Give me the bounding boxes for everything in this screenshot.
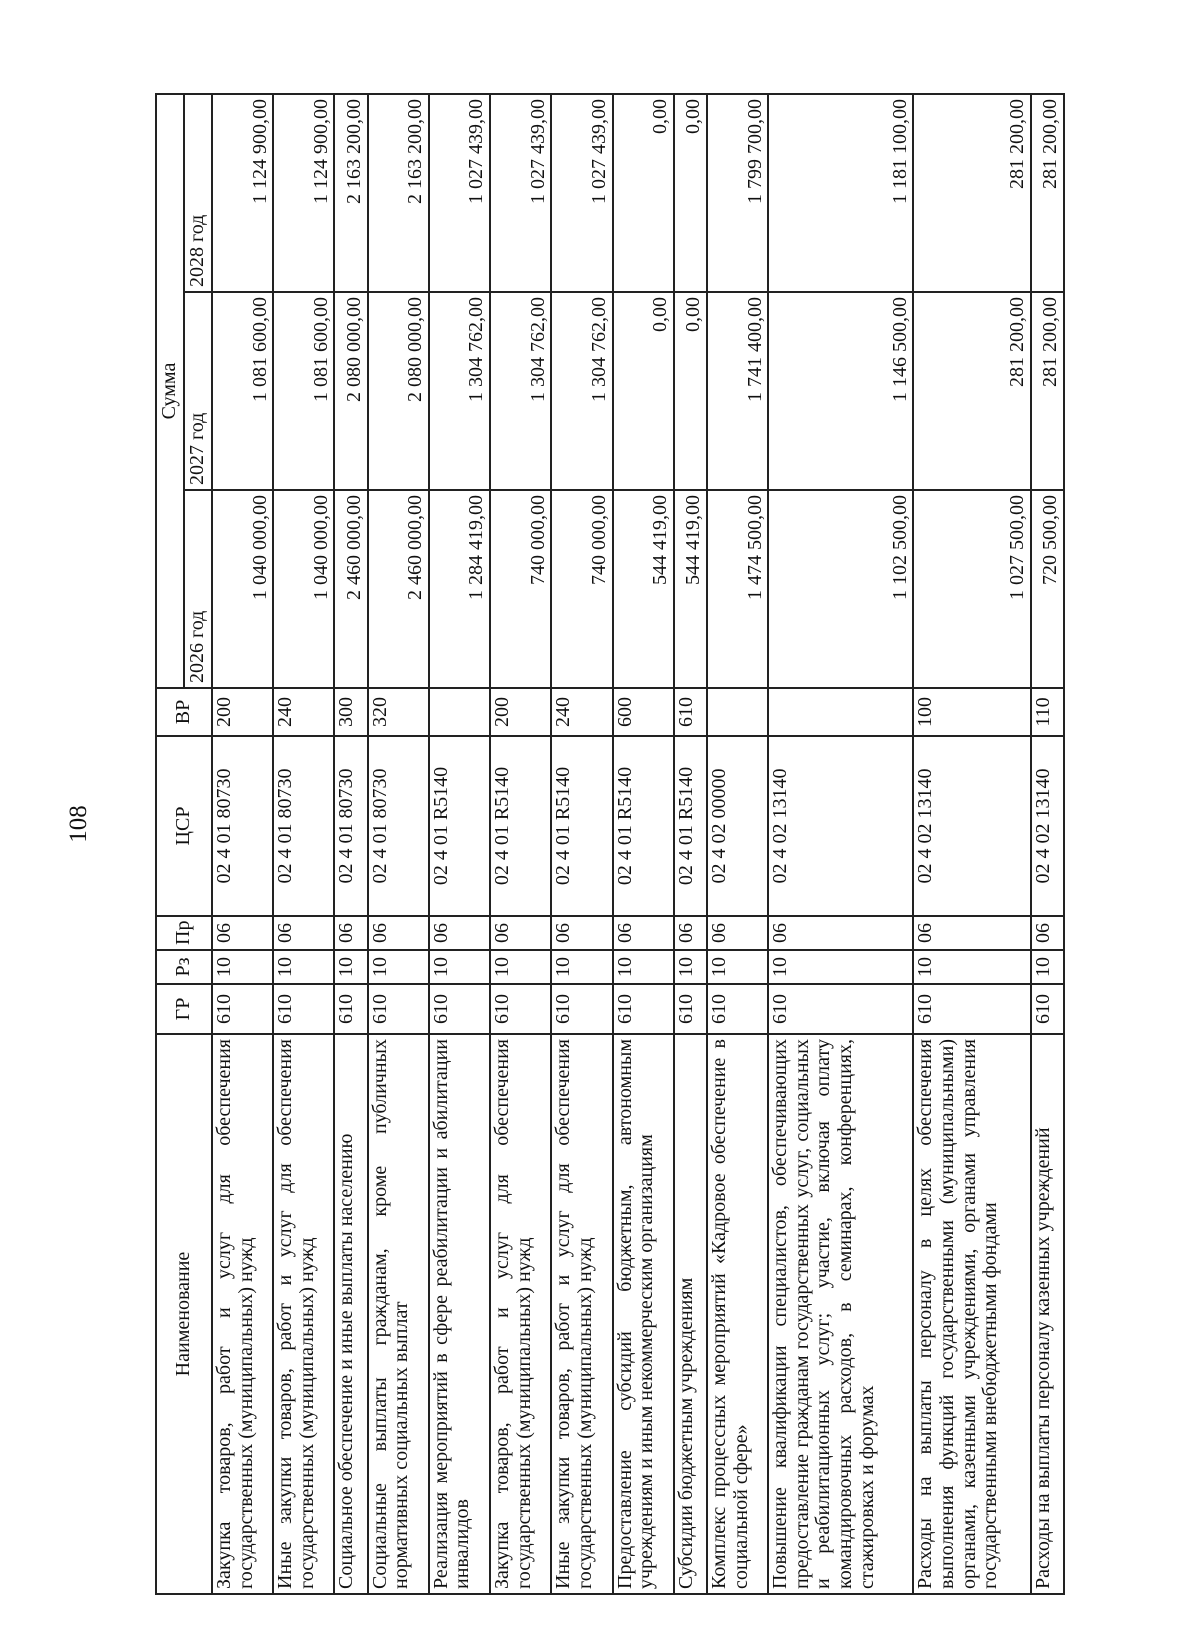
header-rz: Рз xyxy=(156,950,212,984)
header-2028: 2028 год xyxy=(184,94,212,292)
cell-rz: 10 xyxy=(707,950,768,984)
cell-csr: 02 4 01 80730 xyxy=(334,736,367,916)
cell-csr: 02 4 02 13140 xyxy=(913,736,1030,916)
table-row xyxy=(674,94,707,1594)
cell-2028: 0,00 xyxy=(674,94,707,292)
cell-name: Субсидии бюджетным учреждениям xyxy=(674,1034,707,1594)
cell-2027: 1 146 500,00 xyxy=(768,292,913,490)
table-row xyxy=(913,94,1030,1594)
cell-vr: 100 xyxy=(913,688,1030,736)
cell-2026: 1 102 500,00 xyxy=(768,490,913,688)
cell-vr: 240 xyxy=(273,688,334,736)
cell-2028: 281 200,00 xyxy=(913,94,1030,292)
header-gr: ГР xyxy=(156,984,212,1034)
cell-csr: 02 4 01 R5140 xyxy=(674,736,707,916)
cell-csr: 02 4 02 13140 xyxy=(1031,736,1064,916)
cell-2028: 1 124 900,00 xyxy=(212,94,273,292)
cell-gr: 610 xyxy=(551,984,612,1034)
cell-name: Расходы на выплаты персоналу казенных учреждений xyxy=(1031,1034,1064,1594)
cell-vr: 200 xyxy=(490,688,551,736)
cell-gr: 610 xyxy=(429,984,490,1034)
cell-pr: 06 xyxy=(913,916,1030,950)
cell-2026: 740 000,00 xyxy=(490,490,551,688)
cell-2028: 1 181 100,00 xyxy=(768,94,913,292)
cell-gr: 610 xyxy=(768,984,913,1034)
cell-2026: 720 500,00 xyxy=(1031,490,1064,688)
cell-2026: 544 419,00 xyxy=(674,490,707,688)
cell-name: Закупка товаров, работ и услуг для обеспечения государственных (муниципальных) нужд xyxy=(212,1034,273,1594)
budget-table xyxy=(155,93,1065,1595)
cell-2027: 2 080 000,00 xyxy=(334,292,367,490)
cell-gr: 610 xyxy=(334,984,367,1034)
cell-name: Повышение квалификации специалистов, обеспечивающих предоставление гражданам государственных услуг, социальных и реабилитационных услуг; участие, включая оплату командировочных расходов, в семинарах, конференциях, стажировках и форумах xyxy=(768,1034,913,1594)
cell-pr: 06 xyxy=(212,916,273,950)
header-2027: 2027 год xyxy=(184,292,212,490)
cell-csr: 02 4 02 00000 xyxy=(707,736,768,916)
header-2026: 2026 год xyxy=(184,490,212,688)
cell-rz: 10 xyxy=(674,950,707,984)
cell-pr: 06 xyxy=(1031,916,1064,950)
cell-gr: 610 xyxy=(212,984,273,1034)
cell-vr: 610 xyxy=(674,688,707,736)
cell-2028: 1 027 439,00 xyxy=(490,94,551,292)
cell-2026: 1 040 000,00 xyxy=(212,490,273,688)
cell-2026: 544 419,00 xyxy=(613,490,674,688)
table-row xyxy=(551,94,612,1594)
cell-pr: 06 xyxy=(490,916,551,950)
cell-vr xyxy=(429,688,490,736)
cell-vr xyxy=(707,688,768,736)
cell-2027: 1 304 762,00 xyxy=(551,292,612,490)
cell-name: Иные закупки товаров, работ и услуг для обеспечения государственных (муниципальных) нужд xyxy=(273,1034,334,1594)
cell-pr: 06 xyxy=(368,916,429,950)
cell-vr: 300 xyxy=(334,688,367,736)
cell-rz: 10 xyxy=(273,950,334,984)
cell-rz: 10 xyxy=(212,950,273,984)
cell-2027: 1 304 762,00 xyxy=(490,292,551,490)
table-row xyxy=(490,94,551,1594)
cell-csr: 02 4 01 R5140 xyxy=(551,736,612,916)
cell-pr: 06 xyxy=(768,916,913,950)
cell-name: Закупка товаров, работ и услуг для обеспечения государственных (муниципальных) нужд xyxy=(490,1034,551,1594)
cell-2028: 0,00 xyxy=(613,94,674,292)
cell-pr: 06 xyxy=(674,916,707,950)
cell-csr: 02 4 01 R5140 xyxy=(490,736,551,916)
cell-vr: 240 xyxy=(551,688,612,736)
cell-2027: 1 081 600,00 xyxy=(273,292,334,490)
table-row xyxy=(768,94,913,1594)
cell-gr: 610 xyxy=(913,984,1030,1034)
cell-rz: 10 xyxy=(429,950,490,984)
cell-rz: 10 xyxy=(490,950,551,984)
cell-pr: 06 xyxy=(707,916,768,950)
cell-2027: 0,00 xyxy=(613,292,674,490)
cell-csr: 02 4 01 80730 xyxy=(368,736,429,916)
cell-name: Иные закупки товаров, работ и услуг для обеспечения государственных (муниципальных) нужд xyxy=(551,1034,612,1594)
cell-vr: 110 xyxy=(1031,688,1064,736)
cell-2026: 1 284 419,00 xyxy=(429,490,490,688)
cell-2028: 1 027 439,00 xyxy=(429,94,490,292)
cell-csr: 02 4 01 R5140 xyxy=(429,736,490,916)
cell-2028: 281 200,00 xyxy=(1031,94,1064,292)
cell-gr: 610 xyxy=(368,984,429,1034)
table-row xyxy=(1031,94,1064,1594)
cell-pr: 06 xyxy=(334,916,367,950)
cell-vr xyxy=(768,688,913,736)
table-body xyxy=(212,94,1064,1594)
cell-name: Предоставление субсидий бюджетным, автономным учреждениям и иным некоммерческим организациям xyxy=(613,1034,674,1594)
cell-2027: 1 081 600,00 xyxy=(212,292,273,490)
cell-2028: 1 027 439,00 xyxy=(551,94,612,292)
cell-vr: 200 xyxy=(212,688,273,736)
header-name: Наименование xyxy=(156,1034,212,1594)
cell-pr: 06 xyxy=(551,916,612,950)
cell-csr: 02 4 01 80730 xyxy=(273,736,334,916)
cell-2026: 740 000,00 xyxy=(551,490,612,688)
cell-2026: 2 460 000,00 xyxy=(368,490,429,688)
cell-gr: 610 xyxy=(1031,984,1064,1034)
cell-csr: 02 4 01 R5140 xyxy=(613,736,674,916)
cell-2028: 2 163 200,00 xyxy=(334,94,367,292)
cell-2026: 2 460 000,00 xyxy=(334,490,367,688)
cell-2027: 2 080 000,00 xyxy=(368,292,429,490)
cell-rz: 10 xyxy=(368,950,429,984)
cell-2027: 1 741 400,00 xyxy=(707,292,768,490)
cell-csr: 02 4 01 80730 xyxy=(212,736,273,916)
header-vr: ВР xyxy=(156,688,212,736)
cell-2027: 281 200,00 xyxy=(913,292,1030,490)
table-row xyxy=(273,94,334,1594)
cell-rz: 10 xyxy=(613,950,674,984)
cell-pr: 06 xyxy=(429,916,490,950)
cell-2026: 1 040 000,00 xyxy=(273,490,334,688)
cell-name: Социальные выплаты гражданам, кроме публичных нормативных социальных выплат xyxy=(368,1034,429,1594)
cell-gr: 610 xyxy=(613,984,674,1034)
cell-rz: 10 xyxy=(768,950,913,984)
cell-name: Расходы на выплаты персоналу в целях обеспечения выполнения функций государственными (муниципальными) органами, казенными учреждениями, органами управления государственными внебюджетными фондами xyxy=(913,1034,1030,1594)
cell-gr: 610 xyxy=(707,984,768,1034)
cell-rz: 10 xyxy=(334,950,367,984)
page-number: 108 xyxy=(64,805,92,843)
cell-pr: 06 xyxy=(613,916,674,950)
cell-rz: 10 xyxy=(551,950,612,984)
table-row xyxy=(212,94,273,1594)
cell-gr: 610 xyxy=(490,984,551,1034)
cell-2026: 1 474 500,00 xyxy=(707,490,768,688)
table-row xyxy=(707,94,768,1594)
cell-2028: 2 163 200,00 xyxy=(368,94,429,292)
cell-name: Комплекс процессных мероприятий «Кадровое обеспечение в социальной сфере» xyxy=(707,1034,768,1594)
cell-rz: 10 xyxy=(913,950,1030,984)
cell-gr: 610 xyxy=(273,984,334,1034)
header-pr: Пр xyxy=(156,916,212,950)
cell-pr: 06 xyxy=(273,916,334,950)
cell-2027: 281 200,00 xyxy=(1031,292,1064,490)
cell-2026: 1 027 500,00 xyxy=(913,490,1030,688)
rotated-page xyxy=(155,95,1065,1595)
cell-2028: 1 124 900,00 xyxy=(273,94,334,292)
cell-2028: 1 799 700,00 xyxy=(707,94,768,292)
cell-gr: 610 xyxy=(674,984,707,1034)
cell-name: Социальное обеспечение и иные выплаты населению xyxy=(334,1034,367,1594)
table-row xyxy=(334,94,367,1594)
cell-csr: 02 4 02 13140 xyxy=(768,736,913,916)
cell-vr: 600 xyxy=(613,688,674,736)
header-sum: Сумма xyxy=(156,94,184,688)
cell-name: Реализация мероприятий в сфере реабилитации и абилитации инвалидов xyxy=(429,1034,490,1594)
table-row xyxy=(613,94,674,1594)
header-csr: ЦСР xyxy=(156,736,212,916)
cell-2027: 1 304 762,00 xyxy=(429,292,490,490)
table-row xyxy=(429,94,490,1594)
table-row xyxy=(368,94,429,1594)
cell-vr: 320 xyxy=(368,688,429,736)
cell-2027: 0,00 xyxy=(674,292,707,490)
cell-rz: 10 xyxy=(1031,950,1064,984)
